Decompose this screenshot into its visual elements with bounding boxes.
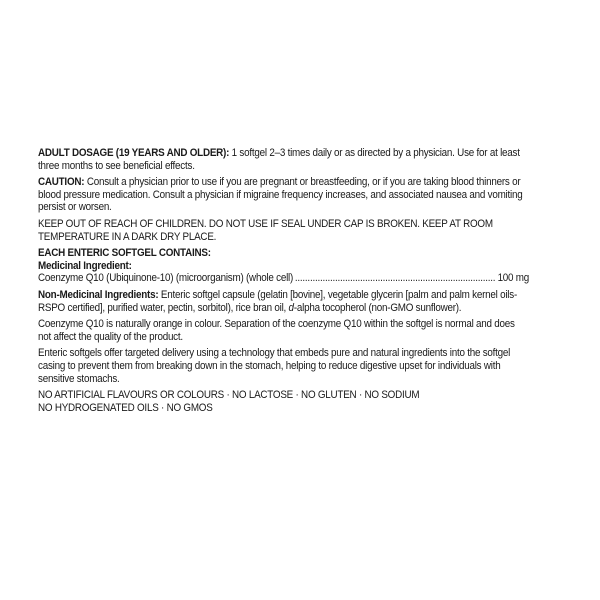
non-medicinal-italic-d: d	[288, 301, 294, 314]
supplement-label	[38, 147, 529, 414]
caution-paragraph	[38, 176, 529, 214]
free-from-list	[38, 389, 529, 414]
storage-warning: KEEP OUT OF REACH OF CHILDREN. DO NOT USE IF SEAL UNDER CAP IS BROKEN. KEEP AT ROOM TEMPERATURE IN A DARK DRY PLACE.	[38, 217, 493, 243]
medicinal-heading-text: Medicinal Ingredient:	[38, 259, 132, 272]
medicinal-ingredient-name: Coenzyme Q10 (Ubiquinone-10) (microorganism) (whole cell)	[38, 272, 294, 285]
caution-text: Consult a physician prior to use if you are pregnant or breastfeeding, or if you are taking blood thinners or blood pressure medication. Consult a physician if migraine frequency increases, and associated nausea and vomiting persist or worsen.	[38, 176, 523, 214]
free-from-line-1: NO ARTIFICIAL FLAVOURS OR COLOURS · NO LACTOSE · NO GLUTEN · NO SODIUM	[38, 389, 420, 402]
non-medicinal-text-1: Enteric softgel capsule (gelatin [bovine], vegetable glycerin [palm and palm kernel oils-RSPO certified], purified water, pectin, sorbitol), rice bran oil,	[38, 288, 518, 314]
color-note: Coenzyme Q10 is naturally orange in colour. Separation of the coenzyme Q10 within the softgel is normal and does not affect the quality of the product.	[38, 318, 515, 343]
caution-heading: CAUTION:	[38, 176, 85, 189]
enteric-note: Enteric softgels offer targeted delivery using a technology that embeds pure and natural ingredients into the softgel casing to prevent them from breaking down in the stomach, helping to reduce digestive upset for individuals with sensitive stomachs.	[38, 347, 511, 385]
leader-dots	[295, 272, 496, 285]
medicinal-ingredient-amount: 100 mg	[497, 272, 530, 285]
non-medicinal-text-2: -alpha tocopherol (non-GMO sunflower).	[293, 301, 462, 314]
medicinal-ingredient-row	[38, 272, 529, 285]
medicinal-heading	[38, 260, 529, 273]
non-medicinal-heading: Non-Medicinal Ingredients:	[38, 288, 159, 301]
dosage-heading: ADULT DOSAGE (19 YEARS AND OLDER):	[38, 147, 230, 159]
non-medicinal-paragraph	[38, 289, 529, 314]
dosage-paragraph	[38, 147, 529, 172]
dosage-text: 1 softgel 2–3 times daily or as directed by a physician. Use for at least three months to see beneficial effects.	[38, 147, 520, 172]
contains-heading-text: EACH ENTERIC SOFTGEL CONTAINS:	[38, 247, 211, 260]
free-from-line-2: NO HYDROGENATED OILS · NO GMOS	[38, 401, 213, 414]
contains-heading	[38, 247, 529, 260]
